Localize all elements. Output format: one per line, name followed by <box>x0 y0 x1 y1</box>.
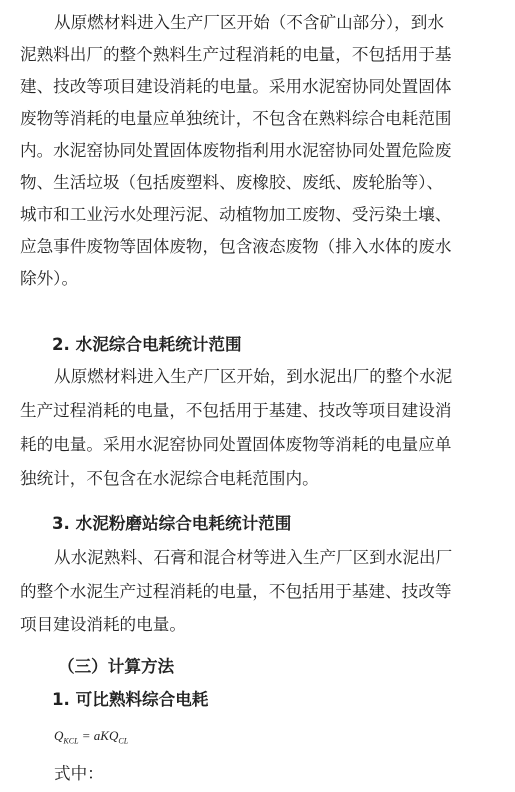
formula-rhs: = aKQ <box>78 728 119 743</box>
where-label: 式中： <box>54 764 104 783</box>
paragraph1-line: 废物等消耗的电量应单独统计，不包含在熟料综合电耗范围 <box>20 109 452 128</box>
section-calculation-method: （三）计算方法 <box>58 657 175 676</box>
formula-lhs-subscript: KCL <box>63 736 79 746</box>
paragraph1-line: 除外）。 <box>20 269 79 288</box>
paragraph3-line: 从水泥熟料、石膏和混合材等进入生产厂区到水泥出厂 <box>54 548 453 567</box>
formula-rhs-subscript: CL <box>118 736 129 746</box>
paragraph1-line: 城市和工业污水处理污泥、动植物加工废物、受污染土壤、 <box>20 205 452 224</box>
paragraph1-line: 泥熟料出厂的整个熟料生产过程消耗的电量，不包括用于基 <box>20 45 452 64</box>
paragraph1-line: 物、生活垃圾（包括废塑料、废橡胶、废纸、废轮胎等）、 <box>20 173 444 192</box>
paragraph1-line: 建、技改等项目建设消耗的电量。采用水泥窑协同处置固体 <box>20 77 452 96</box>
paragraph2-line: 从原燃材料进入生产厂区开始，到水泥出厂的整个水泥 <box>54 367 453 386</box>
heading-comparable-clinker-power: 1. 可比熟料综合电耗 <box>52 690 209 709</box>
paragraph1-line: 从原燃材料进入生产厂区开始（不含矿山部分），到水 <box>54 13 444 32</box>
heading-grinding-station-scope: 3. 水泥粉磨站综合电耗统计范围 <box>52 514 292 533</box>
paragraph1-line: 应急事件废物等固体废物，包含液态废物（排入水体的废水 <box>20 237 452 256</box>
paragraph2-line: 生产过程消耗的电量，不包括用于基建、技改等项目建设消 <box>20 401 452 420</box>
formula-lhs: Q <box>54 728 64 743</box>
paragraph3-line: 的整个水泥生产过程消耗的电量，不包括用于基建、技改等 <box>20 582 452 601</box>
paragraph3-line: 项目建设消耗的电量。 <box>20 615 186 634</box>
heading-cement-power-scope: 2. 水泥综合电耗统计范围 <box>52 335 242 354</box>
paragraph2-line: 耗的电量。采用水泥窑协同处置固体废物等消耗的电量应单 <box>20 435 452 454</box>
formula <box>54 728 128 750</box>
paragraph1-line: 内。水泥窑协同处置固体废物指利用水泥窑协同处置危险废 <box>20 141 452 160</box>
paragraph2-line: 独统计，不包含在水泥综合电耗范围内。 <box>20 469 319 488</box>
